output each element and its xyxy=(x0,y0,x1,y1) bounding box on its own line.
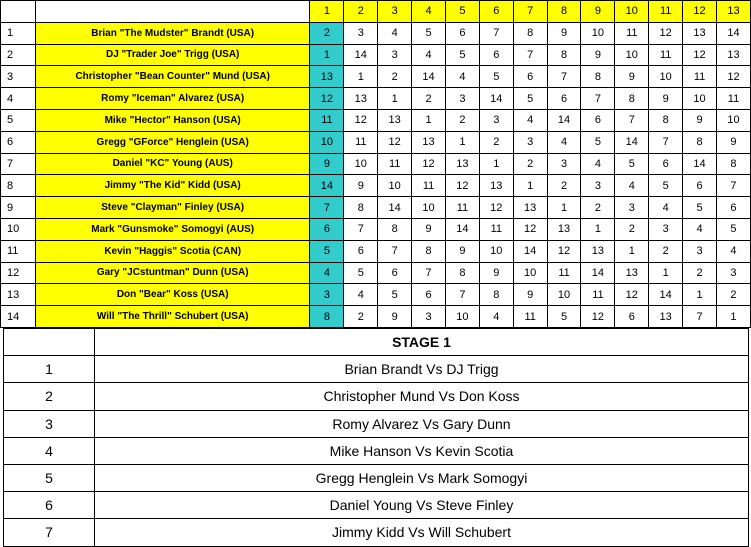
stage-title-row xyxy=(4,329,749,356)
opponent-cell: 5 xyxy=(479,66,513,88)
opponent-cell: 7 xyxy=(344,218,378,240)
match-pairing: Christopher Mund Vs Don Koss xyxy=(95,383,749,410)
round-header-cell: 13 xyxy=(716,1,750,23)
player-name: Daniel "KC" Young (AUS) xyxy=(35,153,310,175)
match-row xyxy=(4,492,749,519)
match-number: 2 xyxy=(4,383,95,410)
opponent-cell: 9 xyxy=(547,22,581,44)
opponent-cell: 9 xyxy=(513,284,547,306)
header-blank-cell xyxy=(35,1,310,23)
opponent-cell: 8 xyxy=(479,284,513,306)
player-number: 13 xyxy=(1,284,36,306)
opponent-cell: 14 xyxy=(513,240,547,262)
round-1-opponent-cell: 10 xyxy=(310,131,344,153)
opponent-cell: 4 xyxy=(513,109,547,131)
opponent-cell: 10 xyxy=(378,175,412,197)
opponent-cell: 6 xyxy=(683,175,717,197)
player-number: 9 xyxy=(1,197,36,219)
match-row xyxy=(4,410,749,437)
opponent-cell: 11 xyxy=(412,175,446,197)
opponent-cell: 6 xyxy=(344,240,378,262)
opponent-cell: 4 xyxy=(344,284,378,306)
match-row xyxy=(4,356,749,383)
opponent-cell: 2 xyxy=(378,66,412,88)
player-number: 12 xyxy=(1,262,36,284)
opponent-cell: 11 xyxy=(378,153,412,175)
player-number: 7 xyxy=(1,153,36,175)
opponent-cell: 1 xyxy=(716,306,750,328)
player-row xyxy=(1,44,751,66)
player-number: 4 xyxy=(1,88,36,110)
player-name: Romy "Iceman" Alvarez (USA) xyxy=(35,88,310,110)
opponent-cell: 9 xyxy=(615,66,649,88)
opponent-cell: 7 xyxy=(649,131,683,153)
opponent-cell: 8 xyxy=(412,240,446,262)
opponent-cell: 3 xyxy=(513,131,547,153)
player-number: 1 xyxy=(1,22,36,44)
match-pairing: Romy Alvarez Vs Gary Dunn xyxy=(95,410,749,437)
opponent-cell: 7 xyxy=(581,88,615,110)
opponent-cell: 8 xyxy=(716,153,750,175)
opponent-cell: 4 xyxy=(547,131,581,153)
opponent-cell: 10 xyxy=(412,197,446,219)
round-header-cell: 9 xyxy=(581,1,615,23)
opponent-cell: 3 xyxy=(344,22,378,44)
match-row xyxy=(4,464,749,491)
opponent-cell: 5 xyxy=(547,306,581,328)
opponent-cell: 3 xyxy=(716,262,750,284)
opponent-cell: 5 xyxy=(649,175,683,197)
opponent-cell: 6 xyxy=(445,22,479,44)
player-name: Don "Bear" Koss (USA) xyxy=(35,284,310,306)
opponent-cell: 14 xyxy=(615,131,649,153)
round-header-cell: 1 xyxy=(310,1,344,23)
match-number: 5 xyxy=(4,464,95,491)
stage-pairings-table xyxy=(3,328,749,547)
stage-title-blank-cell xyxy=(4,329,95,356)
opponent-cell: 11 xyxy=(513,306,547,328)
opponent-cell: 13 xyxy=(615,262,649,284)
opponent-cell: 14 xyxy=(649,284,683,306)
opponent-cell: 2 xyxy=(344,306,378,328)
opponent-cell: 14 xyxy=(344,44,378,66)
opponent-cell: 9 xyxy=(683,109,717,131)
opponent-cell: 7 xyxy=(445,284,479,306)
player-row xyxy=(1,240,751,262)
opponent-cell: 8 xyxy=(615,88,649,110)
opponent-cell: 4 xyxy=(412,44,446,66)
opponent-cell: 6 xyxy=(581,109,615,131)
round-1-opponent-cell: 11 xyxy=(310,109,344,131)
opponent-cell: 4 xyxy=(615,175,649,197)
player-number: 5 xyxy=(1,109,36,131)
opponent-cell: 12 xyxy=(615,284,649,306)
opponent-cell: 6 xyxy=(547,88,581,110)
opponent-cell: 7 xyxy=(513,44,547,66)
round-header-cell: 4 xyxy=(412,1,446,23)
opponent-cell: 8 xyxy=(683,131,717,153)
round-1-opponent-cell: 2 xyxy=(310,22,344,44)
opponent-cell: 12 xyxy=(513,218,547,240)
opponent-cell: 10 xyxy=(615,44,649,66)
player-row xyxy=(1,22,751,44)
opponent-cell: 9 xyxy=(344,175,378,197)
round-header-cell: 10 xyxy=(615,1,649,23)
opponent-cell: 12 xyxy=(581,306,615,328)
opponent-cell: 7 xyxy=(683,306,717,328)
opponent-cell: 2 xyxy=(412,88,446,110)
opponent-cell: 5 xyxy=(378,284,412,306)
round-1-opponent-cell: 12 xyxy=(310,88,344,110)
opponent-cell: 5 xyxy=(344,262,378,284)
opponent-cell: 10 xyxy=(547,284,581,306)
opponent-cell: 13 xyxy=(513,197,547,219)
opponent-cell: 12 xyxy=(547,240,581,262)
opponent-cell: 1 xyxy=(649,262,683,284)
player-name: Jimmy "The Kid" Kidd (USA) xyxy=(35,175,310,197)
opponent-cell: 3 xyxy=(683,240,717,262)
match-pairing: Jimmy Kidd Vs Will Schubert xyxy=(95,519,749,546)
player-name: Mike "Hector" Hanson (USA) xyxy=(35,109,310,131)
opponent-cell: 6 xyxy=(615,306,649,328)
player-number: 6 xyxy=(1,131,36,153)
opponent-cell: 9 xyxy=(581,44,615,66)
player-row xyxy=(1,66,751,88)
opponent-cell: 4 xyxy=(649,197,683,219)
match-number: 4 xyxy=(4,437,95,464)
opponent-cell: 2 xyxy=(445,109,479,131)
opponent-cell: 1 xyxy=(581,218,615,240)
player-name: Will "The Thrill" Schubert (USA) xyxy=(35,306,310,328)
opponent-cell: 11 xyxy=(445,197,479,219)
player-row xyxy=(1,175,751,197)
player-number: 14 xyxy=(1,306,36,328)
opponent-cell: 5 xyxy=(412,22,446,44)
opponent-cell: 7 xyxy=(615,109,649,131)
opponent-cell: 8 xyxy=(378,218,412,240)
opponent-cell: 12 xyxy=(445,175,479,197)
opponent-cell: 14 xyxy=(716,22,750,44)
opponent-cell: 2 xyxy=(479,131,513,153)
opponent-cell: 14 xyxy=(683,153,717,175)
player-name: Gary "JCstuntman" Dunn (USA) xyxy=(35,262,310,284)
opponent-cell: 14 xyxy=(412,66,446,88)
opponent-cell: 9 xyxy=(479,262,513,284)
opponent-cell: 12 xyxy=(479,197,513,219)
opponent-cell: 3 xyxy=(479,109,513,131)
opponent-cell: 9 xyxy=(445,240,479,262)
opponent-cell: 1 xyxy=(547,197,581,219)
opponent-cell: 1 xyxy=(378,88,412,110)
opponent-cell: 2 xyxy=(547,175,581,197)
opponent-cell: 13 xyxy=(412,131,446,153)
opponent-cell: 9 xyxy=(378,306,412,328)
opponent-cell: 10 xyxy=(683,88,717,110)
player-number: 2 xyxy=(1,44,36,66)
match-number: 3 xyxy=(4,410,95,437)
round-header-cell: 7 xyxy=(513,1,547,23)
round-1-opponent-cell: 6 xyxy=(310,218,344,240)
opponent-cell: 10 xyxy=(649,66,683,88)
match-number: 1 xyxy=(4,356,95,383)
opponent-cell: 14 xyxy=(378,197,412,219)
opponent-cell: 6 xyxy=(649,153,683,175)
opponent-cell: 12 xyxy=(716,66,750,88)
opponent-cell: 8 xyxy=(513,22,547,44)
player-number: 11 xyxy=(1,240,36,262)
opponent-cell: 7 xyxy=(378,240,412,262)
opponent-cell: 10 xyxy=(344,153,378,175)
player-row xyxy=(1,218,751,240)
opponent-cell: 8 xyxy=(649,109,683,131)
player-number: 10 xyxy=(1,218,36,240)
match-row xyxy=(4,519,749,546)
match-pairing: Mike Hanson Vs Kevin Scotia xyxy=(95,437,749,464)
match-row xyxy=(4,437,749,464)
opponent-cell: 10 xyxy=(581,22,615,44)
opponent-cell: 13 xyxy=(378,109,412,131)
player-row xyxy=(1,284,751,306)
round-header-cell: 6 xyxy=(479,1,513,23)
opponent-cell: 6 xyxy=(513,66,547,88)
round-1-opponent-cell: 7 xyxy=(310,197,344,219)
player-row xyxy=(1,153,751,175)
player-name: DJ "Trader Joe" Trigg (USA) xyxy=(35,44,310,66)
opponent-cell: 7 xyxy=(412,262,446,284)
round-1-opponent-cell: 13 xyxy=(310,66,344,88)
opponent-cell: 13 xyxy=(649,306,683,328)
opponent-cell: 3 xyxy=(649,218,683,240)
opponent-cell: 13 xyxy=(479,175,513,197)
opponent-cell: 3 xyxy=(581,175,615,197)
opponent-cell: 5 xyxy=(445,44,479,66)
round-1-opponent-cell: 3 xyxy=(310,284,344,306)
round-header-cell: 2 xyxy=(344,1,378,23)
opponent-cell: 1 xyxy=(615,240,649,262)
opponent-cell: 1 xyxy=(445,131,479,153)
opponent-cell: 10 xyxy=(513,262,547,284)
player-row xyxy=(1,109,751,131)
opponent-cell: 5 xyxy=(581,131,615,153)
opponent-cell: 12 xyxy=(412,153,446,175)
opponent-cell: 7 xyxy=(479,22,513,44)
round-1-opponent-cell: 9 xyxy=(310,153,344,175)
opponent-cell: 6 xyxy=(479,44,513,66)
opponent-cell: 12 xyxy=(649,22,683,44)
opponent-cell: 5 xyxy=(683,197,717,219)
player-row xyxy=(1,262,751,284)
player-name: Kevin "Haggis" Scotia (CAN) xyxy=(35,240,310,262)
opponent-cell: 2 xyxy=(649,240,683,262)
opponent-cell: 10 xyxy=(716,109,750,131)
player-name: Steve "Clayman" Finley (USA) xyxy=(35,197,310,219)
player-name: Mark "Gunsmoke" Somogyi (AUS) xyxy=(35,218,310,240)
round-1-opponent-cell: 8 xyxy=(310,306,344,328)
round-header-cell: 5 xyxy=(445,1,479,23)
opponent-cell: 6 xyxy=(716,197,750,219)
opponent-cell: 9 xyxy=(716,131,750,153)
opponent-cell: 9 xyxy=(412,218,446,240)
match-pairing: Gregg Henglein Vs Mark Somogyi xyxy=(95,464,749,491)
opponent-cell: 1 xyxy=(513,175,547,197)
opponent-cell: 9 xyxy=(649,88,683,110)
opponent-cell: 10 xyxy=(445,306,479,328)
match-number: 6 xyxy=(4,492,95,519)
round-1-opponent-cell: 4 xyxy=(310,262,344,284)
round-1-opponent-cell: 5 xyxy=(310,240,344,262)
opponent-cell: 3 xyxy=(547,153,581,175)
header-blank-cell xyxy=(1,1,36,23)
round-header-cell: 8 xyxy=(547,1,581,23)
player-name: Gregg "GForce" Henglein (USA) xyxy=(35,131,310,153)
opponent-cell: 13 xyxy=(445,153,479,175)
round-1-opponent-cell: 14 xyxy=(310,175,344,197)
opponent-cell: 8 xyxy=(581,66,615,88)
stage-body xyxy=(4,329,749,547)
opponent-cell: 4 xyxy=(445,66,479,88)
opponent-cell: 7 xyxy=(716,175,750,197)
match-number: 7 xyxy=(4,519,95,546)
opponent-cell: 13 xyxy=(581,240,615,262)
opponent-cell: 12 xyxy=(683,44,717,66)
opponent-cell: 13 xyxy=(716,44,750,66)
opponent-cell: 13 xyxy=(344,88,378,110)
opponent-cell: 11 xyxy=(716,88,750,110)
player-row xyxy=(1,88,751,110)
opponent-cell: 12 xyxy=(344,109,378,131)
opponent-cell: 11 xyxy=(479,218,513,240)
opponent-cell: 13 xyxy=(683,22,717,44)
opponent-cell: 1 xyxy=(683,284,717,306)
opponent-cell: 14 xyxy=(479,88,513,110)
match-row xyxy=(4,383,749,410)
opponent-cell: 4 xyxy=(378,22,412,44)
opponent-cell: 8 xyxy=(344,197,378,219)
round-header-cell: 12 xyxy=(683,1,717,23)
opponent-cell: 8 xyxy=(547,44,581,66)
opponent-cell: 11 xyxy=(547,262,581,284)
opponent-cell: 1 xyxy=(344,66,378,88)
player-name: Christopher "Bean Counter" Mund (USA) xyxy=(35,66,310,88)
opponent-cell: 6 xyxy=(412,284,446,306)
opponent-cell: 3 xyxy=(378,44,412,66)
opponent-cell: 2 xyxy=(716,284,750,306)
round-header-cell: 11 xyxy=(649,1,683,23)
opponent-cell: 4 xyxy=(716,240,750,262)
round-header-row xyxy=(1,1,751,23)
opponent-cell: 5 xyxy=(615,153,649,175)
opponent-cell: 6 xyxy=(378,262,412,284)
opponent-cell: 3 xyxy=(615,197,649,219)
match-pairing: Brian Brandt Vs DJ Trigg xyxy=(95,356,749,383)
opponent-cell: 13 xyxy=(547,218,581,240)
opponent-cell: 1 xyxy=(479,153,513,175)
opponent-cell: 2 xyxy=(581,197,615,219)
opponent-cell: 4 xyxy=(683,218,717,240)
opponent-cell: 4 xyxy=(479,306,513,328)
opponent-cell: 10 xyxy=(479,240,513,262)
player-name: Brian "The Mudster" Brandt (USA) xyxy=(35,22,310,44)
opponent-cell: 11 xyxy=(683,66,717,88)
opponent-cell: 8 xyxy=(445,262,479,284)
opponent-cell: 7 xyxy=(547,66,581,88)
opponent-cell: 11 xyxy=(581,284,615,306)
player-row xyxy=(1,131,751,153)
opponent-cell: 2 xyxy=(513,153,547,175)
opponent-cell: 2 xyxy=(683,262,717,284)
opponent-cell: 14 xyxy=(581,262,615,284)
opponent-cell: 3 xyxy=(412,306,446,328)
opponent-cell: 5 xyxy=(716,218,750,240)
player-number: 8 xyxy=(1,175,36,197)
opponent-cell: 14 xyxy=(445,218,479,240)
opponent-cell: 11 xyxy=(649,44,683,66)
opponent-cell: 5 xyxy=(513,88,547,110)
opponent-cell: 11 xyxy=(615,22,649,44)
player-number: 3 xyxy=(1,66,36,88)
opponent-cell: 4 xyxy=(581,153,615,175)
round-1-opponent-cell: 1 xyxy=(310,44,344,66)
player-row xyxy=(1,197,751,219)
opponent-cell: 1 xyxy=(412,109,446,131)
player-row xyxy=(1,306,751,328)
opponent-cell: 2 xyxy=(615,218,649,240)
opponent-cell: 12 xyxy=(378,131,412,153)
match-pairing: Daniel Young Vs Steve Finley xyxy=(95,492,749,519)
stage-title: STAGE 1 xyxy=(95,329,749,356)
round-header-cell: 3 xyxy=(378,1,412,23)
opponent-cell: 11 xyxy=(344,131,378,153)
opponent-cell: 14 xyxy=(547,109,581,131)
schedule-body xyxy=(1,22,751,327)
opponent-cell: 3 xyxy=(445,88,479,110)
